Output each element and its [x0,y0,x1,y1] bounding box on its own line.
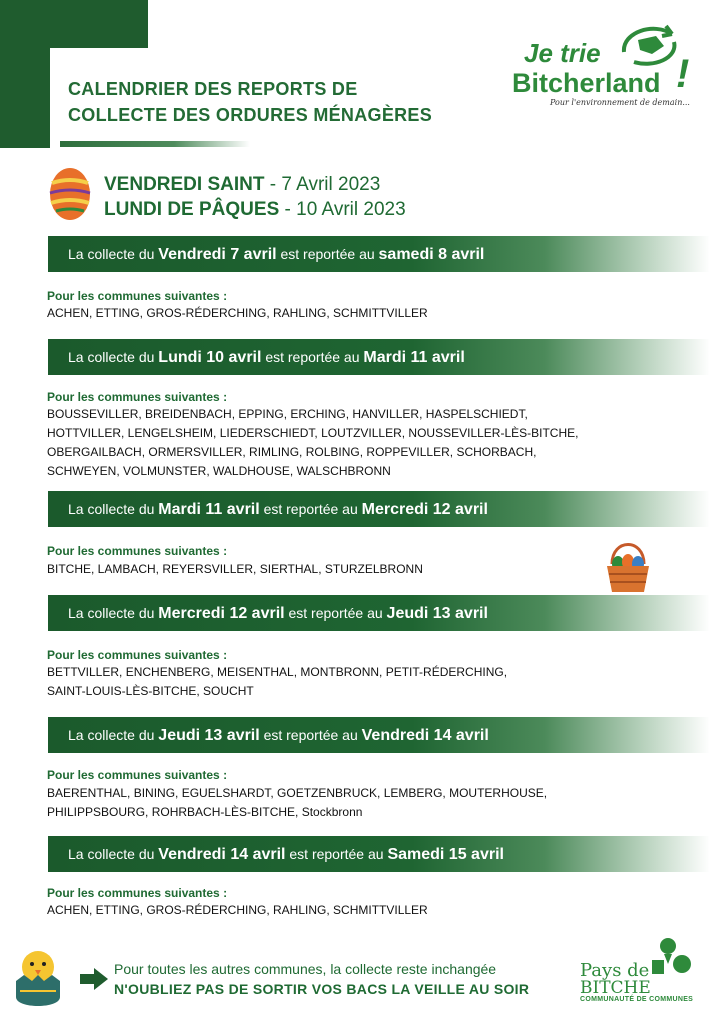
communes-label: Pour les communes suivantes : [47,390,228,404]
communes-label: Pour les communes suivantes : [47,544,228,558]
communes-list: BAERENTHAL, BINING, EGUELSHARDT, GOETZENBRUCK, LEMBERG, MOUTERHOUSE, PHILIPPSBOURG, ROHRBACH-LÈS-BITCHE, Stockbronn [47,786,548,819]
holiday-date: - 7 Avril 2023 [264,174,381,195]
communes-list: ACHEN, ETTING, GROS-RÉDERCHING, RAHLING, SCHMITTVILLER [47,903,428,917]
banner-to-day: Vendredi 14 avril [361,727,489,744]
banner-mid: est reportée au [259,501,362,517]
holiday-name: VENDREDI SAINT [104,174,265,195]
banner-prefix: La collecte du [68,605,159,621]
banner-from-day: Vendredi 14 avril [158,846,286,863]
banner-prefix: La collecte du [68,246,159,262]
banner-mid: est reportée au [285,846,388,862]
title-underline [60,141,250,147]
holiday-date: - 10 Avril 2023 [279,199,406,220]
pays-logo-line2: BITCHE [580,978,651,998]
title-line-1: CALENDRIER DES REPORTS DE [68,79,358,99]
easter-chick-icon [8,943,68,1013]
schedule-banner [48,339,709,375]
schedule-banner [48,836,709,872]
banner-prefix: La collecte du [68,846,159,862]
banner-from-day: Jeudi 13 avril [158,727,260,744]
footer-info-text: Pour toutes les autres communes, la collecte reste inchangée [114,961,497,977]
banner-mid: est reportée au [276,246,379,262]
banner-prefix: La collecte du [68,349,159,365]
recycle-swirl-icon [614,22,684,70]
logo-tagline: Pour l'environnement de demain... [550,98,690,107]
holiday-easter-monday [104,197,406,222]
logo-exclamation: ! [676,52,690,96]
corner-decoration-left [0,48,50,148]
arrow-right-icon [80,968,108,990]
communes-list: ACHEN, ETTING, GROS-RÉDERCHING, RAHLING, SCHMITTVILLER [47,306,428,320]
communes-list: BITCHE, LAMBACH, REYERSVILLER, SIERTHAL, STURZELBRONN [47,562,423,576]
communes-label: Pour les communes suivantes : [47,648,228,662]
pays-logo-line3: COMMUNAUTÉ DE COMMUNES [580,996,694,1003]
communes-list: BETTVILLER, ENCHENBERG, MEISENTHAL, MONTBRONN, PETIT-RÉDERCHING, SAINT-LOUIS-LÈS-BITCHE, SOUCHT [47,665,508,698]
communes-label: Pour les communes suivantes : [47,886,228,900]
banner-mid: est reportée au [284,605,387,621]
banner-to-day: Jeudi 13 avril [386,605,488,622]
communes-label: Pour les communes suivantes : [47,289,228,303]
schedule-banner [48,491,709,527]
schedule-banner [48,717,709,753]
banner-mid: est reportée au [259,727,362,743]
logo-text-bitcherland: Bitcherland [512,68,661,98]
pays-logo-line1: Pays de [580,960,650,981]
page-title [68,76,432,128]
schedule-banner [48,236,709,272]
banner-to-day: Samedi 15 avril [387,846,504,863]
schedule-banner [48,595,709,631]
banner-to-day: samedi 8 avril [378,246,485,263]
easter-egg-icon [48,165,92,221]
banner-from-day: Vendredi 7 avril [158,246,277,263]
footer-reminder-text: N'OUBLIEZ PAS DE SORTIR VOS BACS LA VEILLE AU SOIR [114,981,530,997]
banner-from-day: Lundi 10 avril [158,349,262,366]
communes-list: BOUSSEVILLER, BREIDENBACH, EPPING, ERCHING, HANVILLER, HASPELSCHIEDT, HOTTVILLER, LENGELSHEIM, LIEDERSCHIEDT, LOUTZVILLER, NOUSSEVILLER-LÈS-BITCHE, OBERGAILBACH, ORMERSVILLER, RIMLING, ROLBING, ROPPEVILLER, SCHORBACH, SCHWEYEN, VOLMUNSTER, WALDHOUSE, WALSCHBRONN [47,407,579,478]
pays-de-bitche-emblem-icon [650,936,692,976]
corner-decoration-top [0,0,148,48]
banner-to-day: Mardi 11 avril [363,349,465,366]
communes-label: Pour les communes suivantes : [47,768,228,782]
banner-from-day: Mercredi 12 avril [158,605,285,622]
je-trie-bitcherland-logo [510,22,700,114]
banner-mid: est reportée au [261,349,364,365]
banner-prefix: La collecte du [68,727,159,743]
easter-basket-icon [604,534,652,596]
banner-to-day: Mercredi 12 avril [361,501,488,518]
holiday-good-friday [104,172,406,197]
banner-from-day: Mardi 11 avril [158,501,260,518]
holiday-name: LUNDI DE PÂQUES [104,199,280,220]
title-line-2: COLLECTE DES ORDURES MÉNAGÈRES [68,105,433,125]
holidays-block [104,172,406,222]
logo-text-je-trie: Je trie [524,38,601,68]
pays-de-bitche-logo [580,936,700,1012]
banner-prefix: La collecte du [68,501,159,517]
